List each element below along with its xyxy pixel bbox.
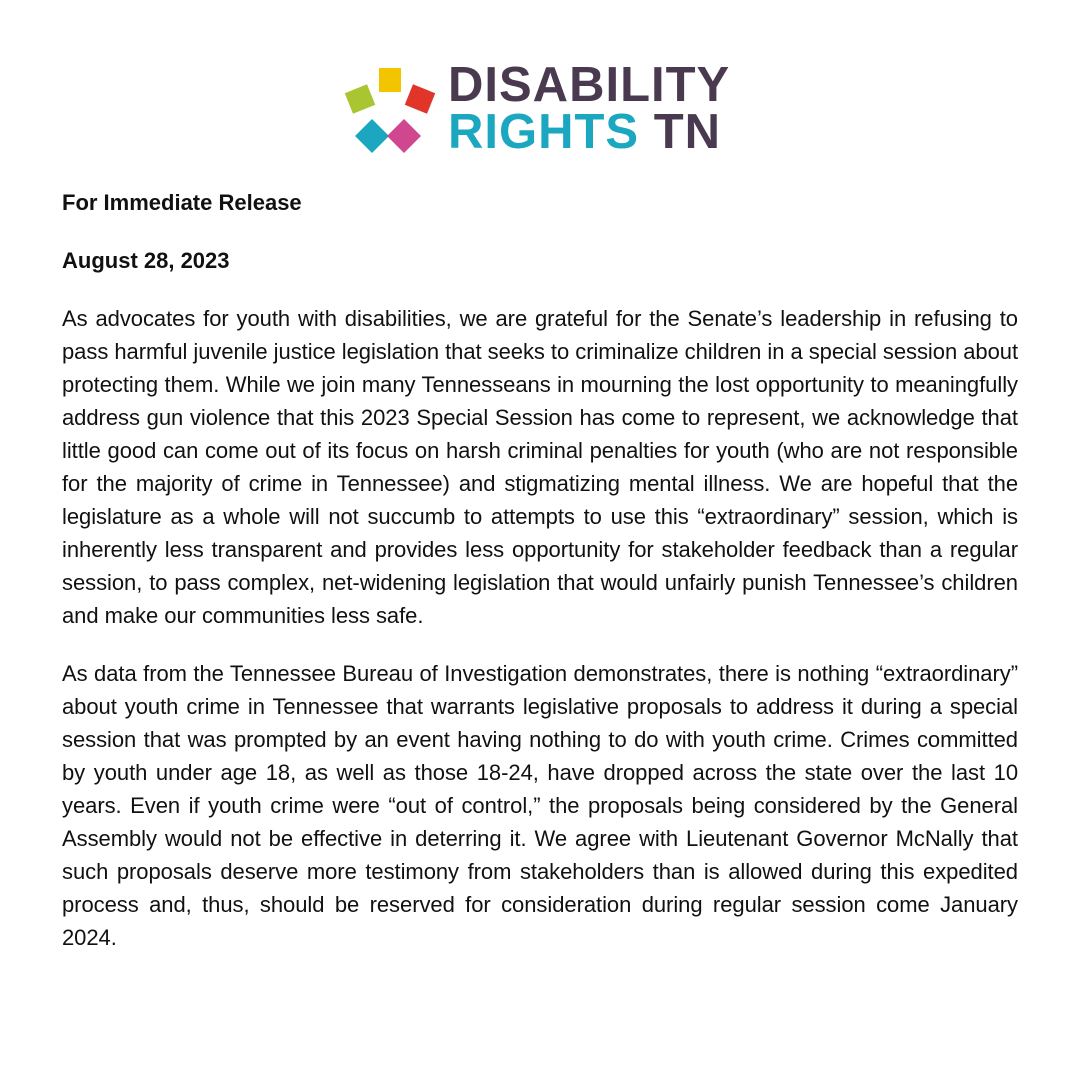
release-date: August 28, 2023 [62,248,230,273]
logo-line-disability: DISABILITY [448,58,731,112]
logo-yellow-shape [379,68,401,92]
logo-word-tn: TN [653,105,722,159]
logo-magenta-shape [387,119,421,153]
logo-wordmark [448,58,731,159]
logo-blue-shape [355,119,389,153]
logo-green-shape [345,84,375,113]
press-release-body [62,186,1018,954]
logo-word-rights: RIGHTS [448,105,640,159]
paragraph-1: As advocates for youth with disabilities, we are grateful for the Senate’s leadership in refusing to pass harmful juvenile justice legislation that seeks to criminalize children in a special session about protecting them. While we join many Tennesseans in mourning the lost opportunity to meaningfully address gun violence that this 2023 Special Session has come to represent, we acknowledge that little good can come out of its focus on harsh criminal penalties for youth (who are not responsible for the majority of crime in Tennessee) and stigmatizing mental illness. We are hopeful that the legislature as a whole will not succumb to attempts to use this “extraordinary” session, which is inherently less transparent and provides less opportunity for stakeholder feedback than a regular session, to pass complex, net-widening legislation that would unfairly punish Tennessee’s children and make our communities less safe. [62,306,1019,628]
disability-rights-tn-logo [340,58,740,162]
logo-line-rights-tn [448,105,730,159]
logo-red-shape [405,84,435,113]
star-burst-logo-icon [340,62,440,162]
paragraph-2: As data from the Tennessee Bureau of Investigation demonstrates, there is nothing “extraordinary” about youth crime in Tennessee that warrants legislative proposals to address it during a special session that was prompted by an event having nothing to do with youth crime. Crimes committed by youth under age 18, as well as those 18-24, have dropped across the state over the last 10 years. Even if youth crime were “out of control,” the proposals being considered by the General Assembly would not be effective in deterring it. We agree with Lieutenant Governor McNally that such proposals deserve more testimony from stakeholders than is allowed during this expedited process and, thus, should be reserved for consideration during regular session come January 2024. [62,661,1018,950]
release-label: For Immediate Release [62,190,302,215]
